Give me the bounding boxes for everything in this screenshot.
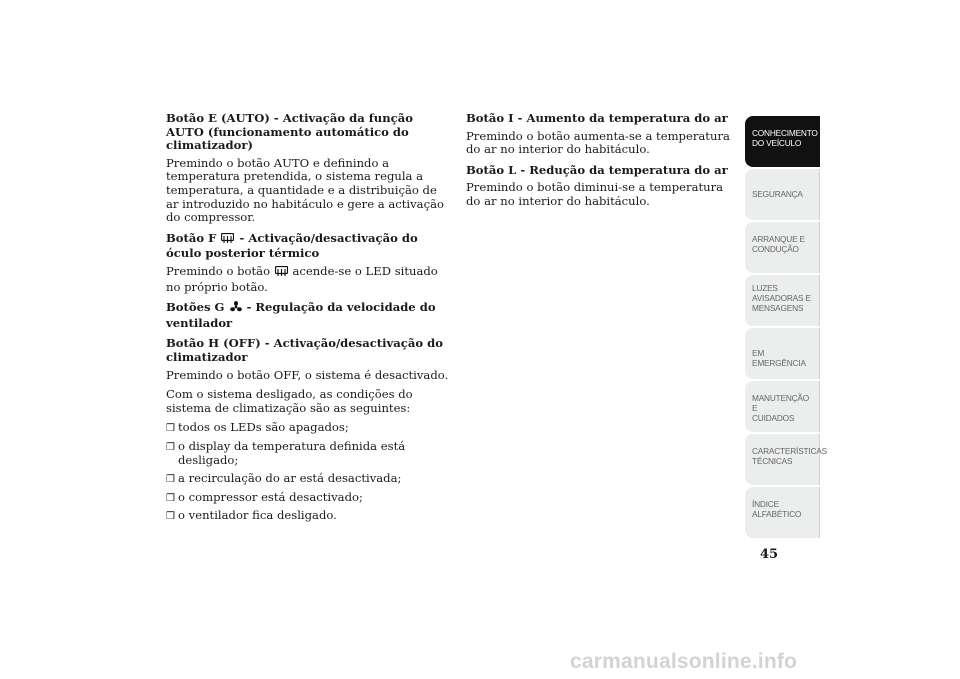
section-l-title: Botão L - Redução da temperatura do ar bbox=[466, 162, 728, 177]
list-item-text: todos os LEDs são apagados; bbox=[178, 420, 349, 435]
rear-window-defrost-icon bbox=[275, 266, 288, 281]
tab-em-emergencia[interactable]: EM EMERGÊNCIA bbox=[745, 328, 820, 379]
page-number: 45 bbox=[760, 547, 779, 562]
tab-caracteristicas-tecnicas[interactable]: CARACTERÍSTICAS TÉCNICAS bbox=[745, 434, 820, 485]
list-item bbox=[166, 509, 451, 524]
tab-conhecimento-do-veiculo[interactable]: CONHECIMENTO DO VEÍCULO bbox=[745, 116, 820, 167]
section-f-title-a: Botão F bbox=[166, 230, 217, 245]
tab-arranque-e-conducao[interactable]: ARRANQUE E CONDUÇÃO bbox=[745, 222, 820, 273]
chapter-tabs bbox=[745, 116, 827, 540]
list-item bbox=[166, 440, 451, 468]
section-h-body-1: Premindo o botão OFF, o sistema é desactivado. bbox=[166, 367, 449, 382]
section-h-body-2: Com o sistema desligado, as condições do sistema de climatização são as seguintes: bbox=[166, 387, 413, 415]
list-item bbox=[166, 472, 451, 487]
tab-manutencao-e-cuidados[interactable]: MANUTENÇÃO E CUIDADOS bbox=[745, 381, 820, 432]
tab-indice-alfabetico[interactable]: ÍNDICE ALFABÉTICO bbox=[745, 487, 820, 538]
section-l-body: Premindo o botão diminui-se a temperatura do ar no interior do habitáculo. bbox=[466, 180, 724, 208]
checkbox-bullet-icon: ❒ bbox=[166, 474, 175, 486]
section-g-title-b: - Regulação da velocidade do ventilador bbox=[166, 300, 436, 330]
section-f-body-b: acende-se o LED situado no próprio botão. bbox=[166, 263, 438, 294]
checkbox-bullet-icon: ❒ bbox=[166, 492, 175, 504]
rear-window-defrost-icon bbox=[221, 233, 234, 248]
left-column bbox=[166, 112, 451, 531]
list-item bbox=[166, 491, 451, 506]
right-column bbox=[466, 112, 741, 216]
section-f-title-b: - Activação/desactivação do óculo posterior térmico bbox=[166, 230, 418, 261]
section-i-body: Premindo o botão aumenta-se a temperatura do ar no interior do habitáculo. bbox=[466, 128, 730, 157]
section-e-body: Premindo o botão AUTO e definindo a temperatura pretendida, o sistema regula a temperatura, a quantidade e a distribuição de ar introduzido no habitáculo e gere a activação do compressor. bbox=[166, 155, 444, 225]
section-h-title: Botão H (OFF) - Activação/desactivação do climatizador bbox=[166, 336, 443, 364]
tab-seguranca[interactable]: SEGURANÇA bbox=[745, 169, 820, 220]
checkbox-bullet-icon: ❒ bbox=[166, 441, 175, 453]
section-g-title bbox=[166, 301, 451, 330]
tab-luzes-avisadoras[interactable]: LUZES AVISADORAS E MENSAGENS bbox=[745, 275, 820, 326]
section-f-title bbox=[166, 232, 451, 261]
list-item-text: a recirculação do ar está desactivada; bbox=[178, 471, 402, 486]
section-f-body bbox=[166, 265, 451, 294]
section-f-body-a: Premindo o botão bbox=[166, 263, 271, 278]
watermark: carmanualsonline.info bbox=[570, 650, 798, 673]
list-item bbox=[166, 421, 451, 436]
list-item-text: o display da temperatura definida está desligado; bbox=[178, 438, 406, 468]
section-i-title: Botão I - Aumento da temperatura do ar bbox=[466, 111, 728, 125]
section-g-title-a: Botões G bbox=[166, 300, 225, 315]
fan-icon bbox=[230, 301, 242, 317]
checkbox-bullet-icon: ❒ bbox=[166, 511, 175, 523]
list-item-text: o compressor está desactivado; bbox=[178, 489, 363, 504]
list-item-text: o ventilador fica desligado. bbox=[178, 508, 337, 523]
section-e-title: Botão E (AUTO) - Activação da função AUTO (funcionamento automático do climatizador) bbox=[166, 111, 413, 153]
checkbox-bullet-icon: ❒ bbox=[166, 423, 175, 435]
